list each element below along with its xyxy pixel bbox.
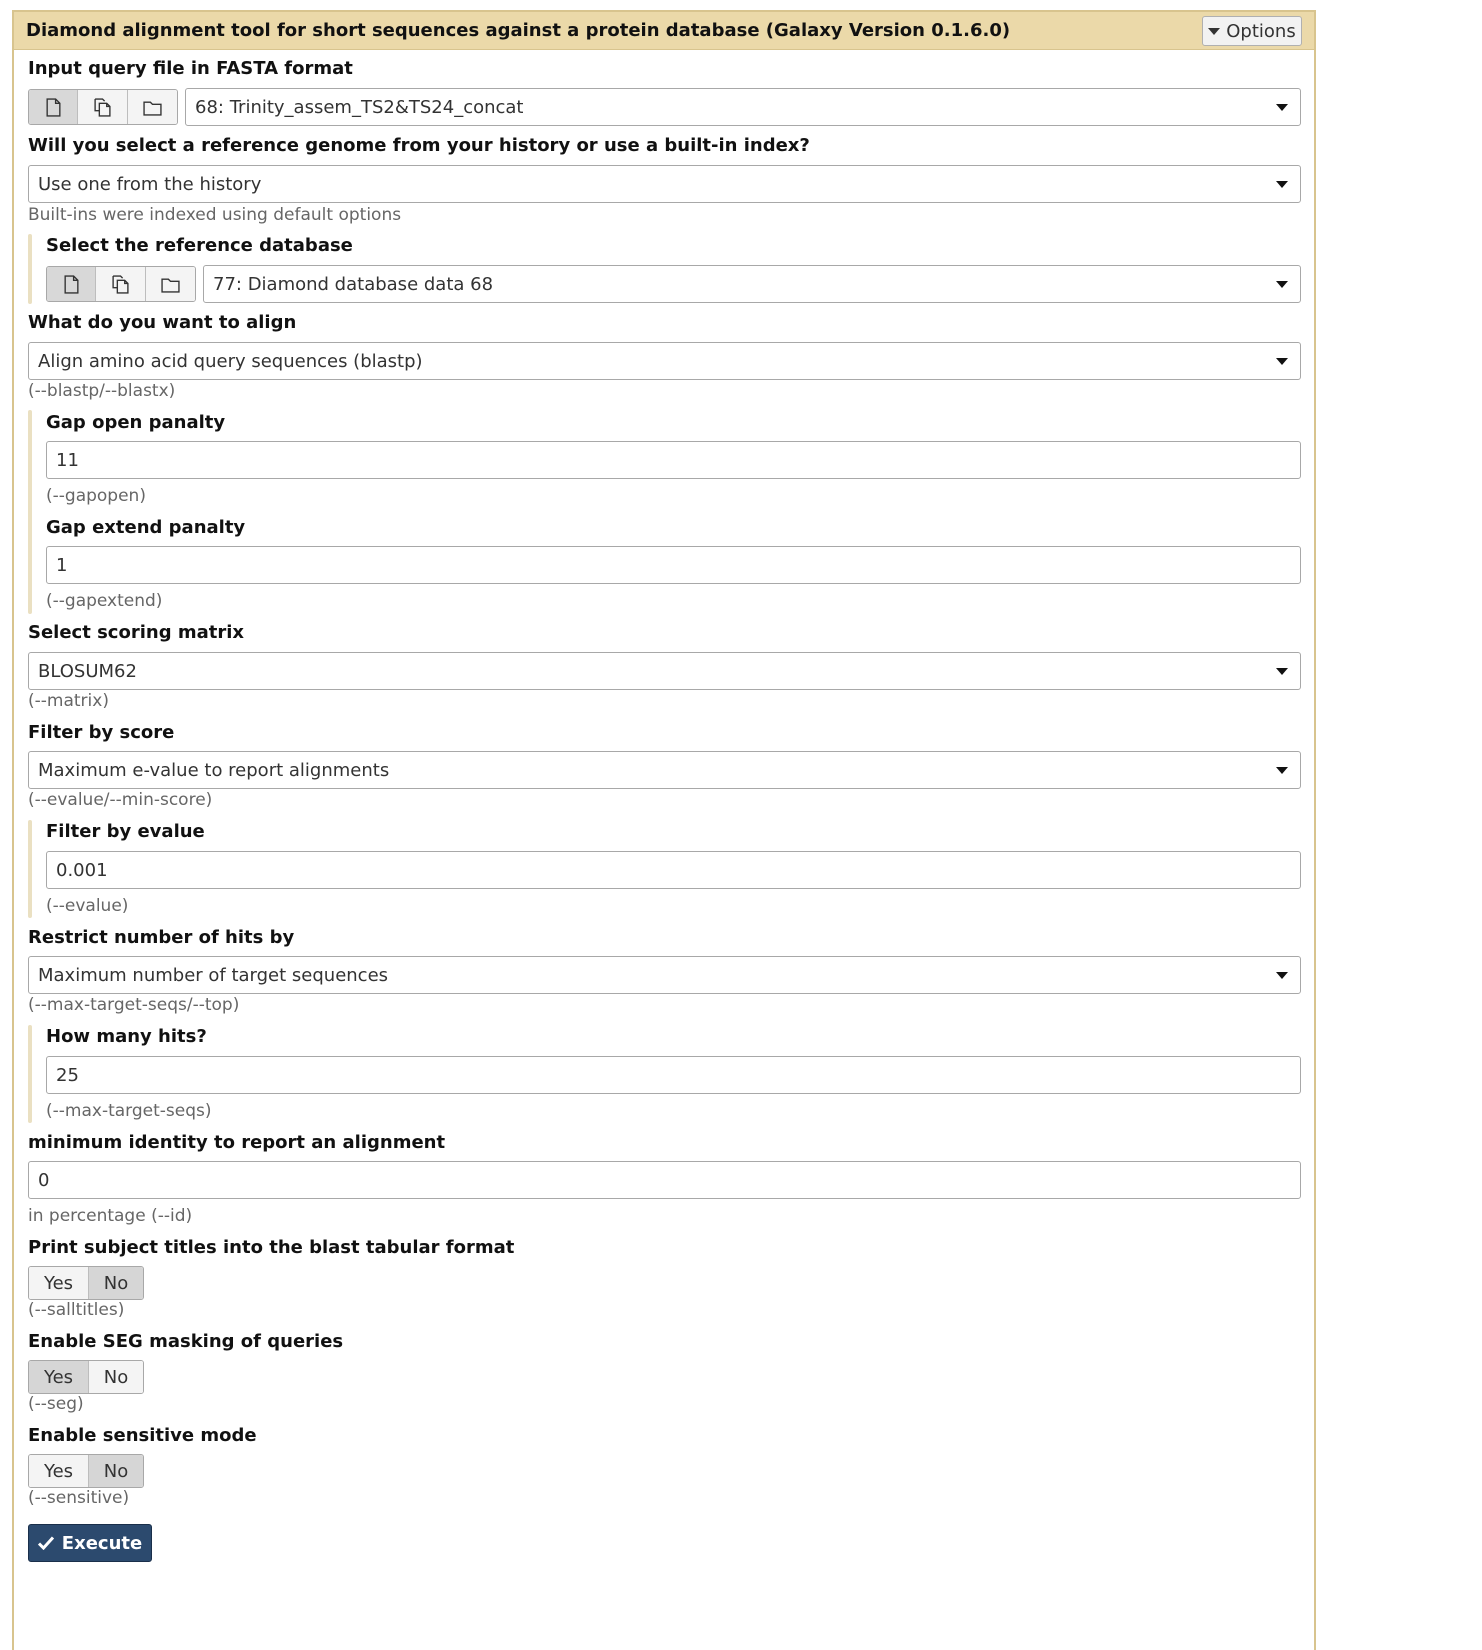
min-identity-input[interactable] <box>28 1161 1301 1199</box>
caret-down-icon <box>1276 181 1288 188</box>
multiple-datasets-button[interactable] <box>78 90 127 124</box>
hits-help: (--max-target-seqs) <box>46 1101 212 1121</box>
folder-icon <box>161 276 180 293</box>
restrict-hits-select[interactable] <box>28 956 1301 994</box>
gap-extend-value: 1 <box>56 554 68 576</box>
single-dataset-button[interactable] <box>29 90 78 124</box>
hits-value: 25 <box>56 1064 79 1086</box>
query-file-label: Input query file in FASTA format <box>28 58 353 79</box>
restrict-hits-value: Maximum number of target sequences <box>38 964 389 986</box>
hits-label: How many hits? <box>46 1026 207 1047</box>
caret-down-icon <box>1276 668 1288 675</box>
salltitles-yes-button[interactable]: Yes <box>29 1267 89 1299</box>
seg-no-button[interactable]: No <box>89 1361 143 1393</box>
reference-source-help: Built-ins were indexed using default options <box>28 205 402 225</box>
restrict-hits-label: Restrict number of hits by <box>28 927 295 948</box>
salltitles-no-button[interactable]: No <box>89 1267 143 1299</box>
execute-button[interactable] <box>28 1524 152 1562</box>
align-type-label: What do you want to align <box>28 312 297 333</box>
matrix-label: Select scoring matrix <box>28 622 245 643</box>
caret-down-icon <box>1276 281 1288 288</box>
options-label: Options <box>1226 20 1296 42</box>
reference-db-select[interactable] <box>203 265 1301 303</box>
section-bar <box>28 410 32 614</box>
multiple-datasets-button[interactable] <box>96 267 145 301</box>
filter-score-value: Maximum e-value to report alignments <box>38 759 390 781</box>
filter-score-help: (--evalue/--min-score) <box>28 790 213 810</box>
options-button[interactable] <box>1202 16 1302 46</box>
min-identity-help: in percentage (--id) <box>28 1206 193 1226</box>
seg-yes-button[interactable]: Yes <box>29 1361 89 1393</box>
seg-help: (--seg) <box>28 1394 84 1414</box>
min-identity-value: 0 <box>38 1169 50 1191</box>
reference-source-label: Will you select a reference genome from your history or use a built-in index? <box>28 135 810 156</box>
caret-down-icon <box>1276 767 1288 774</box>
tool-header <box>14 12 1314 50</box>
matrix-value: BLOSUM62 <box>38 660 137 682</box>
matrix-select[interactable] <box>28 652 1301 690</box>
single-dataset-button[interactable] <box>47 267 96 301</box>
tool-title: Diamond alignment tool for short sequences against a protein database (Galaxy Version 0.1.6.0) <box>26 20 1011 41</box>
align-type-value: Align amino acid query sequences (blastp) <box>38 350 423 372</box>
seg-label: Enable SEG masking of queries <box>28 1331 344 1352</box>
tool-form-panel <box>12 10 1316 1650</box>
min-identity-label: minimum identity to report an alignment <box>28 1132 446 1153</box>
file-icon <box>45 98 62 117</box>
section-bar <box>28 234 32 304</box>
execute-label: Execute <box>61 1532 143 1554</box>
file-icon <box>63 275 80 294</box>
gap-extend-input[interactable] <box>46 546 1301 584</box>
sensitive-yes-button[interactable]: Yes <box>29 1455 89 1487</box>
gap-open-label: Gap open panalty <box>46 412 226 433</box>
dataset-collection-button[interactable] <box>128 90 177 124</box>
hits-input[interactable] <box>46 1056 1301 1094</box>
section-bar <box>28 1025 32 1123</box>
gap-open-value: 11 <box>56 449 79 471</box>
dataset-collection-button[interactable] <box>146 267 195 301</box>
evalue-help: (--evalue) <box>46 896 129 916</box>
restrict-hits-help: (--max-target-seqs/--top) <box>28 995 240 1015</box>
gap-open-input[interactable] <box>46 441 1301 479</box>
reference-source-select[interactable] <box>28 165 1301 203</box>
reference-source-value: Use one from the history <box>38 173 262 195</box>
check-icon <box>38 1536 54 1550</box>
filter-score-select[interactable] <box>28 751 1301 789</box>
evalue-input[interactable] <box>46 851 1301 889</box>
query-file-select[interactable] <box>185 88 1301 126</box>
reference-db-value: 77: Diamond database data 68 <box>213 273 494 295</box>
salltitles-help: (--salltitles) <box>28 1300 125 1320</box>
caret-down-icon <box>1276 972 1288 979</box>
sensitive-toggle <box>28 1454 144 1488</box>
sensitive-help: (--sensitive) <box>28 1488 130 1508</box>
align-type-help: (--blastp/--blastx) <box>28 381 176 401</box>
folder-icon <box>143 99 162 116</box>
align-type-select[interactable] <box>28 342 1301 380</box>
gap-extend-help: (--gapextend) <box>46 591 163 611</box>
matrix-help: (--matrix) <box>28 691 109 711</box>
sensitive-label: Enable sensitive mode <box>28 1425 257 1446</box>
caret-down-icon <box>1276 358 1288 365</box>
salltitles-label: Print subject titles into the blast tabular format <box>28 1237 515 1258</box>
salltitles-toggle <box>28 1266 144 1300</box>
gap-extend-label: Gap extend panalty <box>46 517 246 538</box>
copy-icon <box>93 98 112 117</box>
filter-score-label: Filter by score <box>28 722 175 743</box>
seg-toggle <box>28 1360 144 1394</box>
gap-open-help: (--gapopen) <box>46 486 146 506</box>
caret-down-icon <box>1208 28 1220 35</box>
evalue-label: Filter by evalue <box>46 821 205 842</box>
evalue-value: 0.001 <box>56 859 108 881</box>
query-source-buttons <box>28 89 178 125</box>
copy-icon <box>111 275 130 294</box>
sensitive-no-button[interactable]: No <box>89 1455 143 1487</box>
section-bar <box>28 820 32 918</box>
caret-down-icon <box>1276 104 1288 111</box>
query-file-value: 68: Trinity_assem_TS2&TS24_concat <box>195 96 524 118</box>
reference-db-source-buttons <box>46 266 196 302</box>
reference-db-label: Select the reference database <box>46 235 353 256</box>
